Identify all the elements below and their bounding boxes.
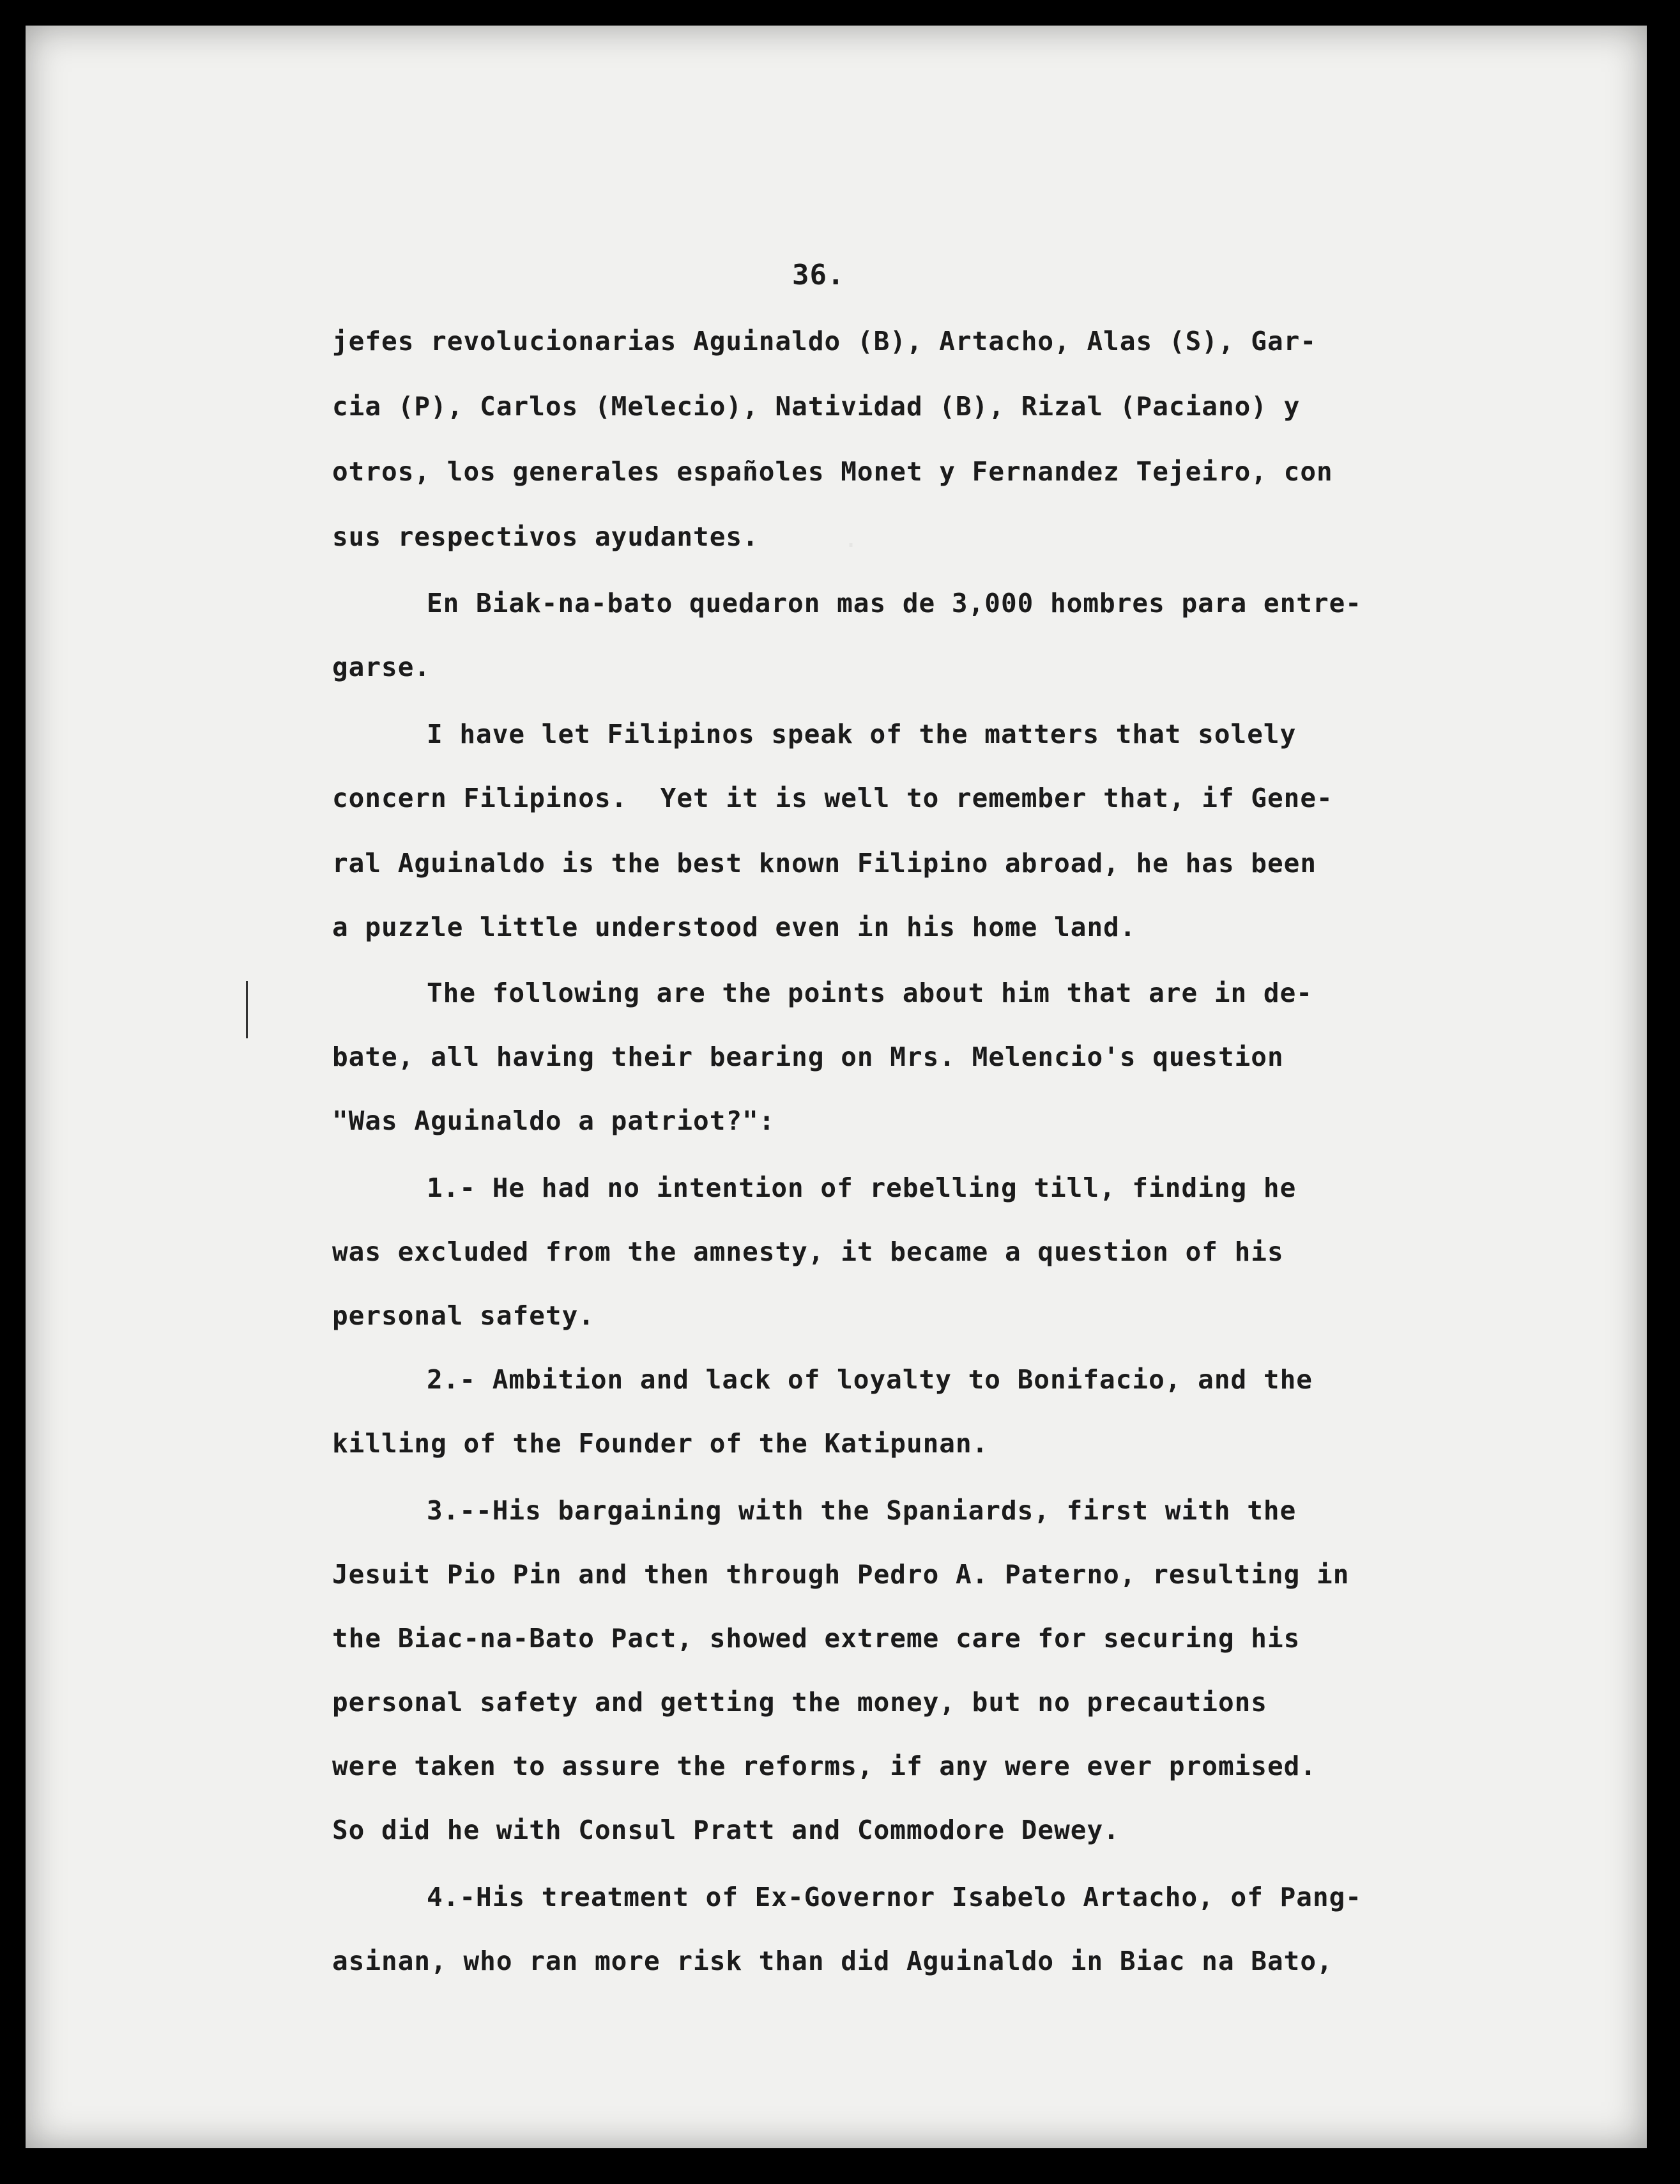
- text-line: a puzzle little understood even in his home land.: [332, 912, 1136, 942]
- text-line: The following are the points about him that are in de-: [427, 978, 1313, 1008]
- text-line: jefes revolucionarias Aguinaldo (B), Artacho, Alas (S), Gar-: [332, 326, 1317, 357]
- text-line: killing of the Founder of the Katipunan.: [332, 1428, 989, 1459]
- text-line: cia (P), Carlos (Melecio), Natividad (B), Rizal (Paciano) y: [332, 391, 1301, 422]
- text-line: personal safety.: [332, 1300, 595, 1331]
- text-line: 1.- He had no intention of rebelling till, finding he: [427, 1173, 1297, 1203]
- text-line: was excluded from the amnesty, it became a question of his: [332, 1236, 1284, 1267]
- text-line: I have let Filipinos speak of the matters that solely: [427, 719, 1297, 750]
- text-line: 2.- Ambition and lack of loyalty to Bonifacio, and the: [427, 1364, 1313, 1395]
- text-line: Jesuit Pio Pin and then through Pedro A. Paterno, resulting in: [332, 1559, 1350, 1590]
- text-line: were taken to assure the reforms, if any were ever promised.: [332, 1751, 1317, 1781]
- text-line: sus respectivos ayudantes.: [332, 521, 759, 552]
- text-line: 4.-His treatment of Ex-Governor Isabelo Artacho, of Pang-: [427, 1882, 1362, 1912]
- text-line: asinan, who ran more risk than did Aguinaldo in Biac na Bato,: [332, 1946, 1333, 1976]
- page-number: 36.: [792, 259, 845, 291]
- text-line: bate, all having their bearing on Mrs. Melencio's question: [332, 1042, 1284, 1072]
- margin-mark: [246, 981, 248, 1038]
- text-line: "Was Aguinaldo a patriot?":: [332, 1105, 775, 1136]
- text-line: So did he with Consul Pratt and Commodore Dewey.: [332, 1815, 1120, 1845]
- text-line: otros, los generales españoles Monet y Fernandez Tejeiro, con: [332, 456, 1333, 487]
- text-line: En Biak-na-bato quedaron mas de 3,000 hombres para entre-: [427, 588, 1362, 619]
- text-line: concern Filipinos. Yet it is well to remember that, if Gene-: [332, 783, 1333, 813]
- document-page: [26, 26, 1647, 2148]
- text-line: ral Aguinaldo is the best known Filipino abroad, he has been: [332, 848, 1317, 879]
- text-line: the Biac-na-Bato Pact, showed extreme care for securing his: [332, 1623, 1301, 1654]
- text-line: garse.: [332, 652, 431, 682]
- text-line: personal safety and getting the money, but no precautions: [332, 1687, 1267, 1718]
- text-line: 3.--His bargaining with the Spaniards, first with the: [427, 1495, 1297, 1526]
